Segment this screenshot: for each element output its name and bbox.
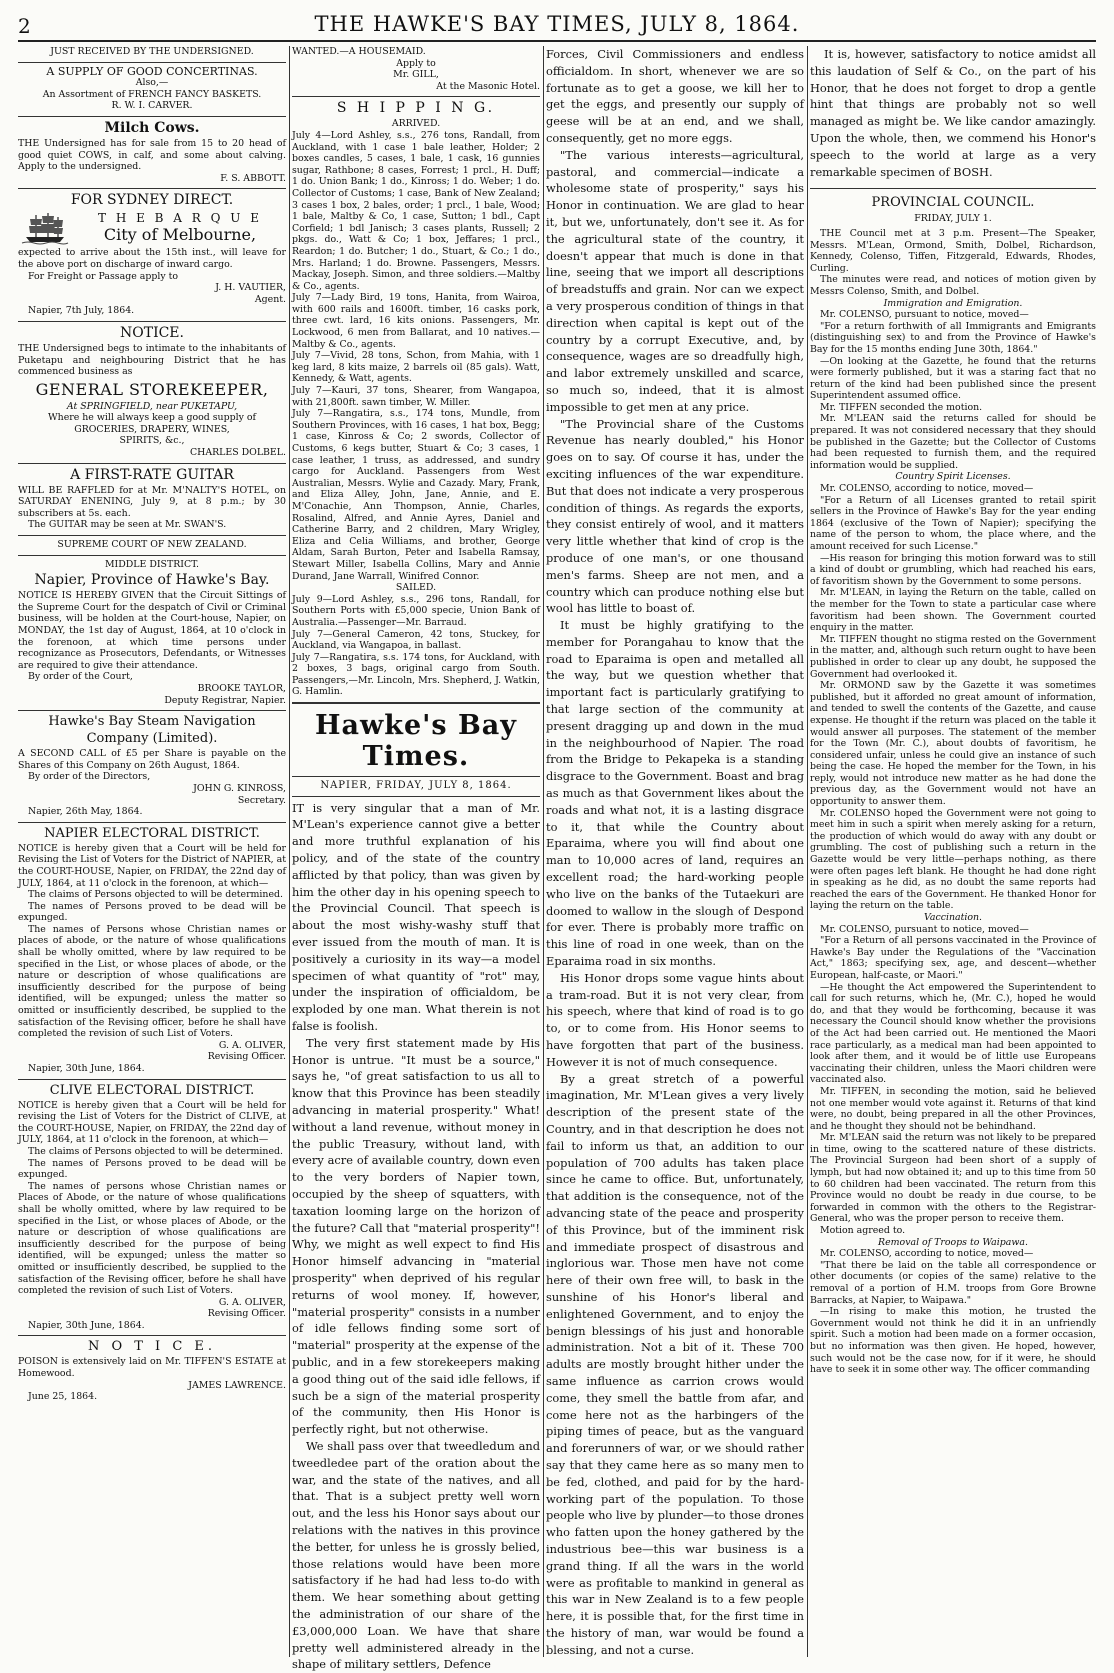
ad-body: GROCERIES, DRAPERY, WINES, bbox=[74, 423, 230, 435]
editorial-paragraph: It is, however, satisfactory to notice amidst all this laudation of Self & Co., on the part of his Honor, that he does not forget to drop a gentle hint that things are probably not so well managed as might be. We like candor amazingly. Upon the whole, then, we commend his Honor's speech to the world at large as a very remarkable specimen of BOSH. bbox=[810, 47, 1096, 179]
section-date: FRIDAY, JULY 1. bbox=[914, 213, 992, 225]
ad-body: At SPRINGFIELD, near PUKETAPU, bbox=[66, 400, 238, 412]
ad-signature: Revising Officer. bbox=[207, 1308, 286, 1320]
ad-body: NOTICE is hereby given that a Court will be held for revising the List of Voters for the District of CLIVE, at the COURT-HOUSE, Napier, on FRIDAY, the 22nd day of JULY, 1864, at 11 o'clock in the forenoon, at which— bbox=[18, 1099, 286, 1146]
ad-title: A FIRST-RATE GUITAR bbox=[70, 466, 234, 483]
ad-signature: R. W. I. CARVER. bbox=[111, 100, 193, 112]
ad-signature: CHARLES DOLBEL. bbox=[189, 447, 286, 459]
shipping-entry: July 7—Kauri, 37 tons, Shearer, from Wangapoa, with 21,800ft. sawn timber, W. Miller. bbox=[292, 385, 540, 408]
ad-signature: JAMES LAWRENCE. bbox=[188, 1379, 286, 1391]
ad-body: Mr. GILL, bbox=[393, 69, 439, 81]
section-title: S H I P P I N G. bbox=[336, 100, 496, 117]
report-subheading: Country Spirit Licenses. bbox=[895, 471, 1011, 483]
column-rule bbox=[543, 46, 544, 1657]
ad-title: N O T I C E. bbox=[87, 1339, 217, 1355]
divider bbox=[18, 822, 286, 823]
ad-body: At the Masonic Hotel. bbox=[436, 80, 540, 92]
ad-body: POISON is extensively laid on Mr. TIFFEN'S ESTATE at Homewood. bbox=[18, 1356, 286, 1380]
divider bbox=[18, 710, 286, 711]
ad-title: NAPIER ELECTORAL DISTRICT. bbox=[44, 825, 260, 841]
ad-title: Napier, Province of Hawke's Bay. bbox=[34, 572, 270, 589]
dateline: NAPIER, FRIDAY, JULY 8, 1864. bbox=[320, 780, 512, 792]
ad-body: The names of Persons proved to be dead will be expunged. bbox=[18, 900, 286, 924]
report-paragraph: Mr. COLENSO hoped the Government were not going to meet him in such a spirit when merely asking for a return, the production of which would do away with any doubt or grumbling. The cost of publishing such a return in the Gazette would be very little—perhaps nothing, as there were often pages left blank. He thought he had done right in speaking as he did, as no doubt the same reports had reached the ears of the Government. He thanked Honor for laying the return on the table. bbox=[810, 807, 1096, 912]
divider bbox=[292, 702, 540, 704]
report-subheading: Immigration and Emigration. bbox=[883, 297, 1023, 309]
ad-body: THE Undersigned has for sale from 15 to 20 head of good quiet COWS, in calf, and some about calving. Apply to the undersigned. bbox=[18, 137, 286, 173]
divider bbox=[18, 321, 286, 322]
ad-body: Where he will always keep a good supply of bbox=[48, 412, 256, 424]
shipping-entry: July 9—Lord Ashley, s.s., 296 tons, Randall, for Southern Ports with £5,000 specie, Union Bank of Australia.—Passenger—Mr. Barraud. bbox=[292, 593, 540, 628]
divider bbox=[18, 1335, 286, 1336]
ad-body: SPIRITS, &c., bbox=[119, 435, 185, 447]
ad-signature: F. S. ABBOTT. bbox=[220, 172, 286, 184]
report-paragraph: Motion agreed to. bbox=[820, 1225, 906, 1237]
report-paragraph: —On looking at the Gazette, he found that the returns were formerly published, but it was a staring fact that no return of the kind had been published since the present Superintendent assumed office. bbox=[810, 355, 1096, 402]
ad-subtitle: T H E B A R Q U E bbox=[98, 211, 262, 226]
section-subtitle: SAILED. bbox=[395, 582, 437, 594]
editorial-paragraph: We shall pass over that tweedledum and tweedledee part of the oration about the war, and the state of the natives, and all that. That is a subject pretty well worn out, and the less his Honor says about our relations with the natives in this province the better, for unless he is grossly belied, those relations would have been more satisfactory if he had had less to-do with them. We hear something about getting the administration of our share of the £3,000,000 Loan. We have that share pretty well administered already in the shape of military settlers, Defence bbox=[292, 1438, 540, 1672]
shipping-entry: July 7—Rangatira, s.s. 174 tons, for Auckland, with 2 boxes, 3 bags, original cargo from South. Passengers,—Mr. Lincoln, Mrs. Shepherd, J. Watkin, G. Hamlin. bbox=[292, 651, 540, 698]
ad-body: By order of the Court, bbox=[28, 671, 133, 683]
ad-body: The names of Persons whose Christian names or places of abode, or the nature of whose qualifications shall be wholly omitted, where by law required to be specified in the List, or whose places of abode, or the nature or description of whose qualifications are insufficiently described for the purpose of being identified, will be expunged; unless the matter so omitted or insufficiently described, be supplied to the satisfaction of the Revising officer, before he shall have completed the revision of such List of Voters. bbox=[18, 923, 286, 1040]
report-paragraph: Mr. COLENSO, pursuant to notice, moved— bbox=[820, 309, 1029, 321]
ad-signature: Deputy Registrar, Napier. bbox=[164, 694, 286, 706]
ad-body: NOTICE is hereby given that a Court will be held for Revising the List of Voters for the District of NAPIER, at the COURT-HOUSE, Napier, on FRIDAY, the 22nd day of JULY, 1864, at 11 o'clock in the forenoon, at which— bbox=[18, 842, 286, 889]
report-subheading: Vaccination. bbox=[923, 912, 983, 923]
editorial-paragraph: It must be highly gratifying to the member for Porangahau to know that the road to Eparaima is open and metalled all the way, but we question whether that important fact is particularly gratifying to that large section of the community at present dragging up and down in the mud in the neighbourhood of Napier. The road from the Bridge to Pekapeka is a standing disgrace to the Government. Boast and brag as much as that Government likes about the roads and what not, it is a lasting disgrace to it, that while the Country about Eparaima, where you will find about one man to 10,000 acres of land, requires an excellent road; the hard-working people who live on the banks of the Tutaekuri are doomed to wallow in the slough of Despond for ever. There is probably more traffic on this line of road in one week, than on the Eparaima road in six months. bbox=[546, 618, 804, 969]
ship-icon bbox=[22, 211, 68, 245]
editorial-paragraph: The very first statement made by His Honor is untrue. "It must be a source," says he, "of great satisfaction to us all to know that this Province has been steadily advancing in material prosperity." What! without a land revenue, without money in the public Treasury, without land, with every acre of available country, down even to the very borders of Napier town, occupied by the sheep of squatters, with taxation looming large on the horizon of the future? Call that "material prosperity"! Why, we might as well expect to find His Honor himself advancing in "material prosperity" when deprived of his regular returns of wool money. If, however, "material prosperity" consists in a number of idle fellows finding some sort of "material" prosperity at the expense of the public, and in a few storekeepers making a good thing out of the said idle fellows, if such be a sign of the material prosperity of the community, then His Honor is perfectly right, but not otherwise. bbox=[292, 1035, 540, 1437]
page-header bbox=[18, 10, 1096, 42]
report-paragraph: Mr. COLENSO, pursuant to notice, moved— bbox=[820, 923, 1029, 935]
ship-ad bbox=[18, 211, 286, 244]
divider bbox=[18, 1079, 286, 1080]
ad-body: A SECOND CALL of £5 per Share is payable on the Shares of this Company on 26th August, 1864. bbox=[18, 748, 286, 771]
ad-title: SUPREME COURT OF NEW ZEALAND. bbox=[57, 539, 247, 551]
divider bbox=[810, 188, 1096, 189]
shipping-entry: July 4—Lord Ashley, s.s., 276 tons, Randall, from Auckland, with 1 case 1 bale leather, Holder; 2 boxes candles, 5 cases, 1 bale, 1 cask, 16 gunnies sugar, Rathbone; 8 cases, Forrest; 1 prcl., H. Duff; 1 do. Union Bank; 1 do., Kinross; 1 do. Weber; 1 do. Collector of Customs; 1 case, Bank of New Zealand; 3 cases 1 box, 2 bales, order; 1 prcl., 1 bale, Wood; 1 bale, Maltby & Co, 1 case, Sutton; 1 bdl., Capt Corfield; 1 bdl Janisch; 3 cases plants, Russell; 2 pkgs. do., Watt & Co; 1 box, Jeffares; 1 prcl., Reardon; 1 do. Butcher; 1 do., Stuart, & Co.; 1 do., Mrs. Harland; 1 do. Browne. Passengers, Messrs. Mackay, Joseph. Simon, and three soldiers.—Maltby & Co., agents. bbox=[292, 129, 540, 292]
ad-signature: Revising Officer. bbox=[207, 1051, 286, 1063]
ad-body: Apply to bbox=[396, 57, 436, 69]
paper-masthead: Hawke's Bay Times. bbox=[314, 710, 517, 773]
divider bbox=[18, 463, 286, 464]
ad-body: The names of Persons proved to be dead will be expunged. bbox=[18, 1157, 286, 1181]
report-paragraph: Mr. TIFFEN thought no stigma rested on the Government in the matter, and, although such return ought to have been published in order to clear up any doubt, he supposed the Government had overlooked it. bbox=[810, 633, 1096, 680]
divider bbox=[292, 96, 540, 97]
ad-title: CLIVE ELECTORAL DISTRICT. bbox=[49, 1082, 255, 1098]
report-paragraph: —His reason for bringing this motion forward was to still a kind of doubt or grumbling, which had reached his ears, of favoritism shown by the Government to some persons. bbox=[810, 552, 1096, 587]
column-shipping-editorial bbox=[292, 46, 540, 1672]
column-rule bbox=[289, 46, 290, 1657]
ad-signature: G. A. OLIVER, bbox=[218, 1296, 286, 1308]
ad-body: The claims of Persons objected to will be determined. bbox=[28, 1145, 284, 1157]
column-advertisements bbox=[18, 46, 286, 1659]
report-paragraph: Mr. COLENSO, according to notice, moved— bbox=[820, 1248, 1034, 1260]
ad-body: WILL BE RAFFLED for at Mr. M'NALTY'S HOTEL, on SATURDAY ENENING, July 9, at 8 p.m.; by 30 subscribers at 5s. each. bbox=[18, 484, 286, 519]
ad-title: GENERAL STOREKEEPER, bbox=[35, 379, 269, 399]
ad-title: FOR SYDNEY DIRECT. bbox=[70, 192, 234, 209]
shipping-entry: July 7—Rangatira, s.s., 174 tons, Mundle, from Southern Provinces, with 16 cases, 1 hat box, Begg; 1 case, Kinross & Co; 2 swords, Collector of Customs, 6 kegs butter, Stuart & Co; 3 cases, 1 case leather, 1 truss, as addressed, and sundry cargo for Auckland. Passengers from West Australian, Messrs. Wylie and Cazady. Mary, Frank, and Eliza Alley, John, Jane, Annie, and E. M'Conachie, Ann Thompson, Annie, Charles, Rosalind, Alfred, and Annie Ayres, Daniel and Catherine Barry, and 2 children, Mary Wrigley, Eliza and Celia Williams, and brother, George Aldam, Sarah Burton, Peter and Isabella Ramsay, Stewart Miller, Isabella Collins, Mary and Annie Durand, Jane Warrall, Winifred Connor. bbox=[292, 408, 540, 582]
report-paragraph: Mr. M'LEAN said the return was not likely to be prepared in time, owing to the scattered nature of these districts. The Provincial Surgeon had been short of a supply of lymph, but had now obtained it; and up to this time from 50 to 60 children had been vaccinated. The return from this Province would no doubt be ready in due course, to be forwarded in common with the others to the Registrar-General, who was the proper person to receive them. bbox=[810, 1132, 1096, 1225]
ad-title: Hawke's Bay Steam Navigation bbox=[48, 714, 256, 730]
ad-body: For Freight or Passage apply to bbox=[28, 270, 179, 282]
ad-signature: BROOKE TAYLOR, bbox=[197, 682, 286, 694]
ad-body: The names of persons whose Christian names or Places of Abode, or the nature of whose qualifications shall be wholly omitted, where by law required to be specified in the List, or whose places of Abode, or the nature or description of whose qualifications are insufficiently described for the purpose of being identified, will be expunged; unless the matter so omitted or insufficiently described, be supplied to the satisfaction of the Revising officer, before he shall have completed the revision of such List of Voters. bbox=[18, 1180, 286, 1297]
ad-date: Napier, 30th June, 1864. bbox=[28, 1063, 145, 1074]
column-editorial bbox=[546, 46, 804, 1659]
ad-body: Also,— bbox=[135, 77, 169, 89]
ad-date: Napier, 30th June, 1864. bbox=[28, 1319, 145, 1331]
page-number: 2 bbox=[18, 14, 31, 38]
column-provincial-council bbox=[810, 46, 1096, 1659]
divider bbox=[292, 776, 540, 777]
ad-date: Napier, 26th May, 1864. bbox=[28, 806, 143, 818]
ad-body: An Assortment of FRENCH FANCY BASKETS. bbox=[42, 88, 262, 100]
column-rule bbox=[807, 46, 808, 1657]
report-paragraph: Mr. M'LEAN said the returns called for should be prepared. It was not considered necessary that they should be published in the Gazette; but the Collector of Customs had been requested to furnish them, and the required information would be supplied. bbox=[810, 413, 1096, 471]
report-paragraph: "For a return forthwith of all Immigrants and Emigrants (distinguishing sex) to and from the Province of Hawke's Bay for the 15 months ending June 30th, 1864." bbox=[810, 320, 1096, 355]
ad-date: June 25, 1864. bbox=[28, 1391, 98, 1403]
ad-heading: JUST RECEIVED BY THE UNDERSIGNED. bbox=[50, 46, 254, 57]
divider bbox=[18, 555, 286, 556]
shipping-entry: July 7—General Cameron, 42 tons, Stuckey, for Auckland, via Wangapoa, in ballast. bbox=[292, 628, 540, 652]
report-paragraph: —In rising to make this motion, he trusted the Government would not think he did it in an unfriendly spirit. Such a motion had been made on a former occasion, but no information was then given. He hoped, however, such would not be the case now, for if it were, he should have to seek it in some other way. The officer commanding bbox=[810, 1306, 1096, 1376]
divider bbox=[292, 796, 540, 797]
ad-body: expected to arrive about the 15th inst., will leave for the above port on discharge of inward cargo. bbox=[18, 247, 286, 270]
editorial-paragraph: Forces, Civil Commissioners and endless officialdom. In short, whenever we are so fortunate as to get a goose, we kill her to get the eggs, and presently our supply of geese will be at an end, and we shall, consequently, get no more eggs. bbox=[546, 47, 804, 145]
ad-body: A SUPPLY OF GOOD CONCERTINAS. bbox=[46, 64, 258, 78]
editorial-paragraph: His Honor drops some vague hints about a tram-road. But it is not very clear, from his speech, where that kind of road is to go to, or to come from. His Honor seems to have forgotten that part of the business. However it is not of much consequence. bbox=[546, 970, 804, 1069]
report-paragraph: Mr. COLENSO, according to notice, moved— bbox=[820, 483, 1034, 495]
report-paragraph: Mr. TIFFEN seconded the motion. bbox=[820, 401, 983, 413]
shipping-entry: July 7—Vivid, 28 tons, Schon, from Mahia, with 1 keg lard, 8 kits maize, 2 barrels oil (85 gals). Watt, Kennedy, & Watt, agents. bbox=[292, 350, 540, 385]
ad-title: Milch Cows. bbox=[104, 119, 200, 136]
ad-title: WANTED.—A HOUSEMAID. bbox=[292, 46, 426, 57]
editorial-paragraph: IT is very singular that a man of Mr. M'Lean's experience cannot give a better and more truthful explanation of his policy, and of the state of the country afflicted by that policy, than was given by him the other day in his opening speech to the Provincial Council. That speech is about the most wishy-washy stuff that ever issued from the mouth of man. It is positively a curiosity in its way—a model specimen of what quantity of "rot" may, under the inspiration of officialdom, be exploded by one man. What therein is not false is foolish. bbox=[292, 800, 540, 1034]
ad-body: By order of the Directors, bbox=[28, 771, 151, 783]
report-paragraph: THE Council met at 3 p.m. Present—The Speaker, Messrs. M'Lean, Ormond, Smith, Dolbel, Richardson, Kennedy, Colenso, Tiffen, Fitzgerald, Edwards, Rhodes, Curling. bbox=[810, 227, 1096, 274]
ad-signature: Secretary. bbox=[237, 794, 286, 806]
ad-body: The GUITAR may be seen at Mr. SWAN'S. bbox=[28, 519, 227, 531]
report-paragraph: "That there be laid on the table all correspondence or other documents (or copies of the same) relative to the removal of a portion of H.M. troops from Gore Browne Barracks, at Napier, to Waipawa." bbox=[810, 1259, 1096, 1306]
divider bbox=[18, 535, 286, 536]
divider bbox=[18, 188, 286, 189]
ad-subtitle: MIDDLE DISTRICT. bbox=[104, 558, 200, 570]
report-paragraph: The minutes were read, and notices of motion given by Messrs Colenso, Smith, and Dolbel. bbox=[810, 274, 1096, 297]
section-title: PROVINCIAL COUNCIL. bbox=[871, 195, 1035, 211]
ad-signature: J. H. VAUTIER, bbox=[215, 282, 286, 294]
report-paragraph: Mr. TIFFEN, in seconding the motion, said he believed not one member would vote against it. Returns of that kind were, no doubt, being prepared in all the other Provinces, and he thought they should not be behindhand. bbox=[810, 1085, 1096, 1132]
report-paragraph: —He thought the Act empowered the Superintendent to call for such returns, which he, (Mr. C.), hoped he would do, and that they would be forthcoming, because it was necessary the Council should know whether the provisions of the Act had been carried out. He mentioned the Maori race particularly, as a medical man had been appointed to look after them, and it would be of little use Europeans vaccinating their children, unless the Maori children were vaccinated also. bbox=[810, 981, 1096, 1086]
shipping-entry: July 7—Lady Bird, 19 tons, Hanita, from Wairoa, with 600 rails and 1600ft. timber, 16 casks pork, three cwt. lard, 16 kits onions. Passengers, Mr. Lockwood, 6 men from Ballarat, and 10 natives.—Maltby & Co., agents. bbox=[292, 292, 540, 350]
ad-body: The claims of Persons objected to will be determined. bbox=[28, 889, 284, 901]
report-subheading: Removal of Troops to Waipawa. bbox=[878, 1236, 1028, 1248]
editorial-paragraph: By a great stretch of a powerful imagination, Mr. M'Lean gives a very lively description of the present state of the Country, and in that description he does not fail to inform us that, an addition to our population of 700 adults has taken place since he came to office. But, unfortunately, that addition is the consequence, not of the advancing state of the peace and prosperity of this Province, but of the imminent risk and immediate prospect of disastrous and inglorious war. Those men have not come here of their own free will, to bask in the sunshine of his Honor's liberal and enlightened Government, and to enjoy the benign blessings of his just and honorable administration. Not a bit of it. These 700 adults are mostly brought hither under the same influence as carrion crows would come, they smell the battle from afar, and come here not as the harbingers of the piping times of peace, but as the vanguard and forerunners of war, or we should rather say that they came here as so many men to be fed, clothed, and paid for by the hard-working part of the population. To those people who live by plunder—to those drones who fatten upon the honey gathered by the industrious bee—this war business is a grand thing. If all the wars in the world were as profitable to mankind in general as this war in New Zealand is to a few people here, it is possible that, for the first time in the history of man, war would be found a blessing, and not a curse. bbox=[546, 1071, 804, 1657]
report-paragraph: Mr. ORMOND saw by the Gazette it was sometimes published, but it afforded no great amount of information, and tended to swell the contents of the Gazette, and cause expense. He thought if the return was placed on the table it would answer all purposes. The statement of the member for the Town (Mr. C.), about doubts of favoritism, he considered unfair, unless he could give an instance of such being the case. He hoped the member for the Town, in his reply, would not introduce new matter as he had done the previous day, as the Government would not have an opportunity to answer them. bbox=[810, 680, 1096, 808]
editorial-paragraph: "The Provincial share of the Customs Revenue has nearly doubled," his Honor goes on to say. Of course it has, under the exciting influences of the war expenditure. But that does not indicate a very prosperous condition of things. As regards the exports, they consist entirely of wool, and it matters very little whether that kind of crop is the produce of one man's, or one thousand men's farms. Sheep are not men, and a country which can produce nothing else but wool has little to boast of. bbox=[546, 416, 804, 616]
ad-signature: Agent. bbox=[254, 293, 286, 305]
ad-body: NOTICE IS HEREBY GIVEN that the Circuit Sittings of the Supreme Court for the despatch of Civil or Criminal business, will be holden at the Court-house, Napier, on MONDAY, the 1st day of August, 1864, at 10 o'clock in the forenoon, at which time persons under recognizance as Prosecutors, Defendants, or Witnesses are required to give their attendance. bbox=[18, 590, 286, 671]
ad-title: NOTICE. bbox=[120, 324, 184, 341]
section-subtitle: ARRIVED. bbox=[391, 118, 441, 130]
ad-signature: JOHN G. KINROSS, bbox=[193, 782, 286, 794]
report-paragraph: Mr. M'LEAN, in laying the Return on the table, called on the member for the Town to state a particular case where favoritism had been shown. The Government courted enquiry in the matter. bbox=[810, 587, 1096, 634]
divider bbox=[18, 116, 286, 117]
newspaper-title: THE HAWKE'S BAY TIMES, JULY 8, 1864. bbox=[314, 12, 800, 36]
ad-date: Napier, 7th July, 1864. bbox=[28, 305, 135, 317]
ship-name: City of Melbourne, bbox=[103, 225, 257, 245]
ad-signature: G. A. OLIVER, bbox=[218, 1039, 286, 1051]
ad-title: Company (Limited). bbox=[86, 731, 218, 747]
editorial-paragraph: "The various interests—agricultural, pastoral, and commercial—indicate a wholesome state of prosperity," says his Honor in continuation. We are glad to hear it, but we, unfortunately, don't see it. As for the agricultural state of the country, it doesn't appear that much is done in that line, seeing that we import all descriptions of breadstuffs and grain. Nor can we expect a very prosperous condition of things in that direction when capital is kept out of the country by a corrupt Executive, and, by consequence, wages are so dreadfully high, and labor extremely unskilled and scarce, so much so, indeed, that it is almost impossible to get men at any price. bbox=[546, 147, 804, 414]
divider bbox=[18, 62, 286, 63]
ad-body: THE Undersigned begs to intimate to the inhabitants of Puketapu and neighbouring District that he has commenced business as bbox=[18, 342, 286, 378]
report-paragraph: "For a Return of all persons vaccinated in the Province of Hawke's Bay under the Regulations of the "Vaccination Act," 1863; specifying sex, age, and descent—whether European, half-caste, or Maori." bbox=[810, 935, 1096, 981]
report-paragraph: "For a Return of all Licenses granted to retail spirit sellers in the Province of Hawke's Bay for the year ending 1864 (exclusive of the Town of Napier); specifying the name of the person to whom, the place where, and the amount received for such License." bbox=[810, 494, 1096, 552]
